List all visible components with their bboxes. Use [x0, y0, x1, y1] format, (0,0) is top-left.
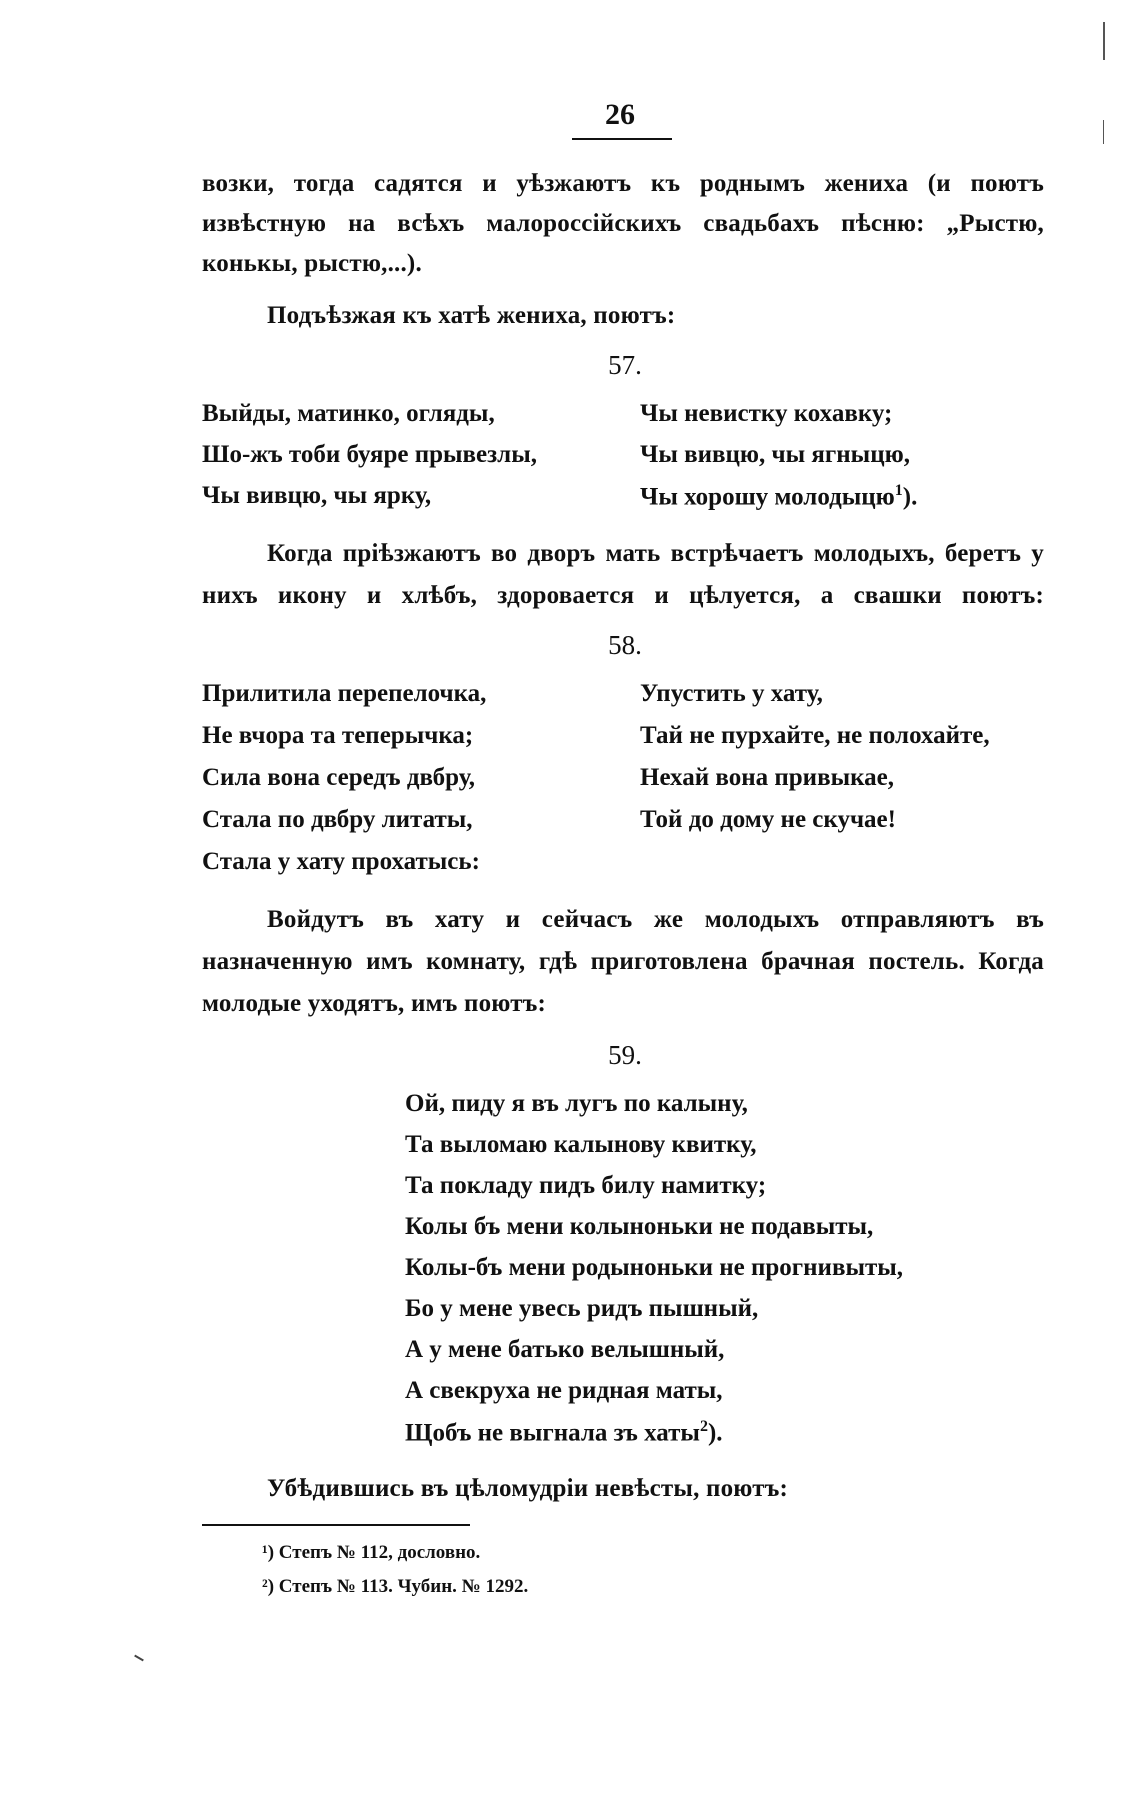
- footnote-ref: 2: [699, 1418, 708, 1435]
- verse-line: Стала у хату прохатысь:: [202, 848, 480, 875]
- verse-line: Нехай вона привыкае,: [640, 764, 894, 791]
- verse-line: Тай не пурхайте, не полохайте,: [640, 722, 990, 749]
- verse-line: Упустить у хату,: [640, 680, 823, 707]
- footnote-ref: 1: [894, 482, 903, 499]
- footnote-text: Степъ № 113. Чубин. № 1292.: [278, 1576, 529, 1597]
- verse-line: Та покладу пидъ билу намитку;: [405, 1172, 767, 1199]
- verse-line: Чы невистку кохавку;: [640, 400, 893, 427]
- footnote: [262, 1542, 480, 1564]
- verse-line: Выйды, матинко, огляды,: [202, 400, 495, 427]
- margin-mark: [1103, 120, 1104, 144]
- footnote: [262, 1576, 528, 1598]
- verse-line: А у мене батько велышный,: [405, 1336, 725, 1363]
- verse-line: Шо-жъ тоби буяре прывезлы,: [202, 441, 537, 468]
- verse-line: Колы-бъ мени родыноньки не прогнивыты,: [405, 1254, 904, 1281]
- verse-line: Той до дому не скучае!: [640, 806, 896, 833]
- song-57-left-column: [202, 400, 537, 523]
- song-59-verse: [405, 1090, 903, 1459]
- verse-line: Колы бъ мени колыноньки не подавыты,: [405, 1213, 874, 1240]
- song-number: 58.: [608, 630, 642, 660]
- song-number: 57.: [608, 350, 642, 380]
- footnote-text: Степъ № 112, дословно.: [278, 1542, 481, 1563]
- paragraph-line: нихъ икону и хлѣбъ, здоровается и цѣлуется, а свашки поютъ:: [202, 582, 1044, 609]
- margin-mark: [1103, 22, 1105, 60]
- paragraph-line: конькы, рыстю,...).: [202, 250, 422, 277]
- page-number: 26: [605, 98, 635, 131]
- paragraph-line: извѣстную на всѣхъ малороссійскихъ свадьбахъ пѣсню: „Рыстю,: [202, 210, 1044, 237]
- footnote-mark: ²): [262, 1576, 275, 1597]
- footnote-mark: ¹): [262, 1542, 275, 1563]
- song-58-left-column: [202, 680, 486, 890]
- verse-line: Прилитила перепелочка,: [202, 680, 487, 707]
- verse-line: Щобъ не выгнала зъ хаты$^2$).: [405, 1418, 723, 1447]
- paragraph-line: Подъѣзжая къ хатѣ жениха, поютъ:: [267, 302, 676, 329]
- verse-line: Сила вона середъ двбру,: [202, 764, 475, 791]
- paragraph-line: молодые уходятъ, имъ поютъ:: [202, 990, 547, 1017]
- verse-line: Чы вивцю, чы ягныцю,: [640, 441, 910, 468]
- paragraph-line: Войдутъ въ хату и сейчасъ же молодыхъ отправляютъ въ: [267, 906, 1044, 933]
- verse-line: Та выломаю калынову квитку,: [405, 1131, 757, 1158]
- paragraph-line: Убѣдившись въ цѣломудріи невѣсты, поютъ:: [267, 1475, 789, 1502]
- paragraph-line: Когда пріѣзжаютъ во дворъ мать встрѣчаетъ молодыхъ, беретъ у: [267, 540, 1044, 567]
- song-58-right-column: [640, 680, 990, 848]
- verse-line: Ой, пиду я въ лугъ по калыну,: [405, 1090, 748, 1117]
- paragraph-line: возки, тогда садятся и уѣзжаютъ къ роднымъ жениха (и поютъ: [202, 170, 1044, 197]
- verse-line: Стала по двбру литаты,: [202, 806, 473, 833]
- verse-line: Бо у мене увесь ридъ пышный,: [405, 1295, 759, 1322]
- page-number-underline: [572, 138, 672, 140]
- scan-speck: [134, 1655, 144, 1662]
- footnote-rule: [202, 1524, 470, 1526]
- song-number: 59.: [608, 1040, 642, 1070]
- song-57-right-column: [640, 400, 917, 523]
- verse-line: Чы хорошу молодыцю$^1$).: [640, 482, 918, 511]
- verse-line: Не вчора та теперычка;: [202, 722, 474, 749]
- verse-line: Чы вивцю, чы ярку,: [202, 482, 432, 509]
- paragraph-line: назначенную имъ комнату, гдѣ приготовлена брачная постель. Когда: [202, 948, 1044, 975]
- verse-line: А свекруха не ридная маты,: [405, 1377, 723, 1404]
